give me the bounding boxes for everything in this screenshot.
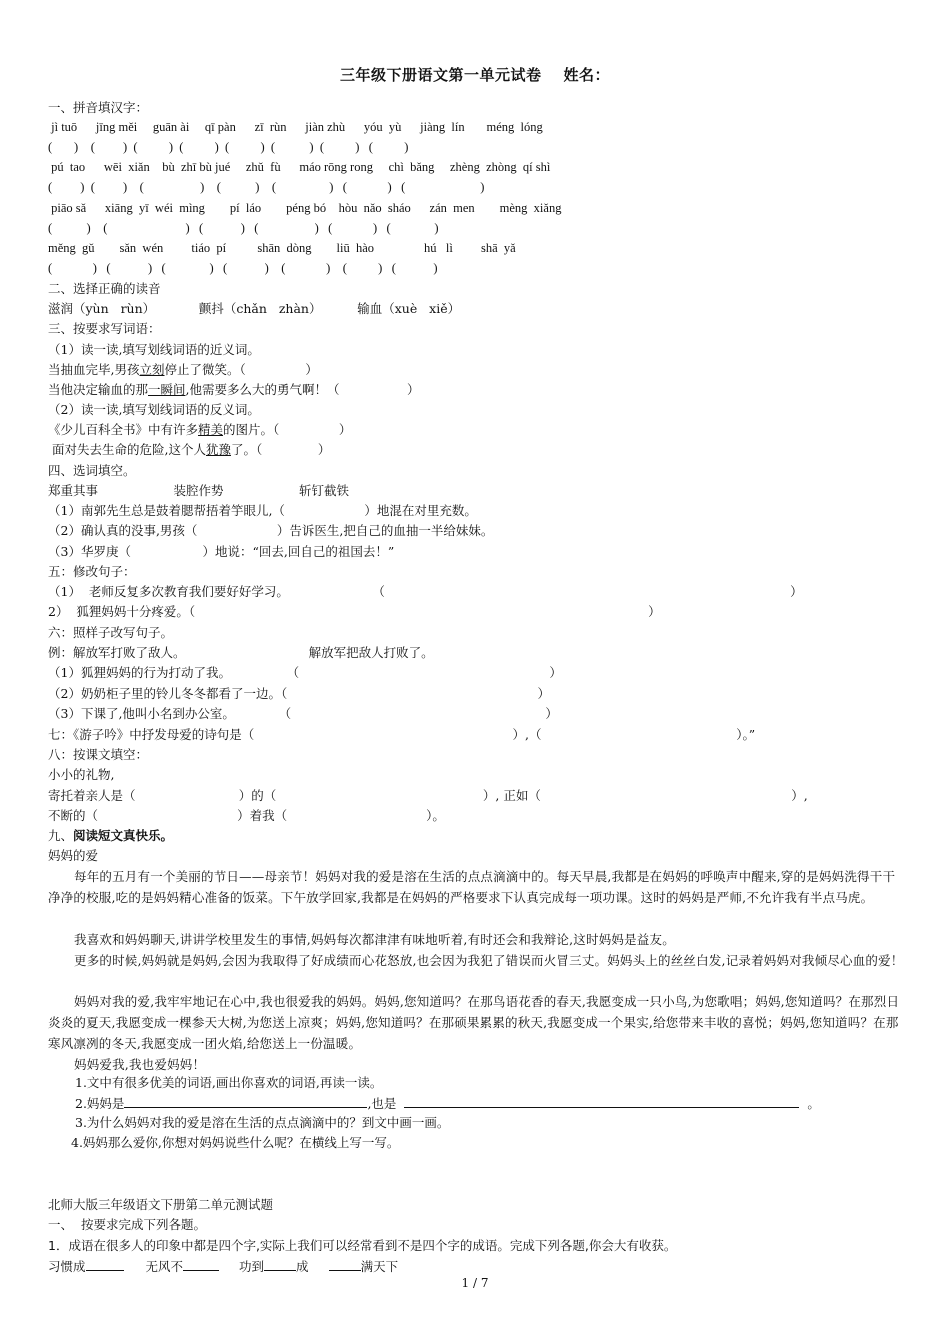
section-7-line: 七：《游子吟》中抒发母爱的诗句是（ ）,（ ）。”	[48, 727, 756, 742]
s8-line-1: 小小的礼物,	[48, 767, 115, 782]
s9-question-3: 3.为什么妈妈对我的爱是溶在生活的点点滴滴中的？到文中画一画。	[75, 1115, 450, 1130]
s3-sentence-1b: 当他决定输血的那一瞬间,他需要多么大的勇气啊！（ ）	[48, 382, 420, 397]
underlined-word: 精美	[198, 422, 224, 437]
s4-question-2: （2）确认真的没事,男孩（ ）告诉医生,把自己的血抽一半给妹妹。	[48, 523, 494, 538]
pinyin-row-3: piāo sǎ xiāng yī wéi mìng pí láo péng bó hòu nǎo sháo zán men mèng xiǎng	[48, 201, 562, 215]
reading-choices: 滋润（yùn rùn） 颤抖（chǎn zhàn） 输血（xuè xiě）	[48, 301, 461, 316]
section-6-heading: 六：照样子改写句子。	[48, 625, 174, 640]
section-1-heading: 一、拼音填汉字：	[48, 100, 149, 115]
passage-paragraph-2: 我喜欢和妈妈聊天,讲讲学校里发生的事情,妈妈每次都津津有味地听着,有时还会和我辩论,这时妈妈是益友。	[74, 932, 675, 947]
name-label: 姓名：	[563, 66, 611, 84]
pinyin-row-1: jì tuō jīng měi guān ài qī pàn zī rùn jiàn zhù yóu yù jiàng lín méng lóng	[48, 120, 543, 134]
blank-row-2: ( ) ( ) ( ) ( ) ( ) ( ) ( )	[48, 180, 485, 194]
s4-question-1: （1）南郭先生总是鼓着腮帮捂着竽眼儿,（ ）地混在对里充数。	[48, 503, 477, 518]
s9-question-4: 4.妈妈那么爱你,你想对妈妈说些什么呢？在横线上写一写。	[71, 1135, 400, 1150]
s4-question-3: （3）华罗庚（ ）地说：“回去,回自己的祖国去！”	[48, 544, 395, 559]
passage-paragraph-4: 妈妈对我的爱,我牢牢地记在心中,我也很爱我的妈妈。妈妈,您知道吗？在那鸟语花香的春天,我愿变成一只小鸟,为您歌唱；妈妈,您知道吗？在那烈日炎炎的夏天,我愿变成一棵参天大树,为您送上凉爽；妈妈,您知道吗？在那硕果累累的秋天,我愿变成一个果实,给您带来丰收的喜悦；妈妈,您知道吗？在那寒风凛冽的冬天,我愿变成一团火焰,给您送上一份温暖。	[48, 994, 900, 1051]
passage-paragraph-5: 妈妈爱我,我也爱妈妈！	[74, 1057, 206, 1072]
s9-question-1: 1.文中有很多优美的词语,画出你喜欢的词语,再读一读。	[75, 1075, 383, 1090]
underlined-word: 一瞬间	[148, 382, 186, 397]
section-5-heading: 五：修改句子：	[48, 564, 136, 579]
section-9-heading: 九、阅读短文真快乐。	[48, 828, 174, 843]
s3-sentence-1a: 当抽血完毕,男孩立刻停止了微笑。（ ）	[48, 362, 318, 377]
passage-title: 妈妈的爱	[48, 848, 99, 863]
blank-row-1: ( ) ( ) ( ) ( ) ( ) ( ) ( ) ( )	[48, 140, 409, 154]
idiom-blank[interactable]	[329, 1257, 361, 1271]
unit-2-title: 北师大版三年级语文下册第二单元测试题	[48, 1197, 274, 1212]
s5-question-2: 2） 狐狸妈妈十分疼爱。（ ）	[48, 604, 661, 619]
idiom-row: 习惯成 无风不 功到 成 满天下	[48, 1259, 399, 1274]
s6-example: 例：解放军打败了敌人。 解放军把敌人打败了。	[48, 645, 434, 660]
section-3-heading: 三、按要求写词语：	[48, 321, 161, 336]
s8-line-3: 不断的（ ）着我（ ）。	[48, 808, 445, 823]
s6-question-2: （2）奶奶柜子里的铃儿冬冬都看了一边。（ ）	[48, 686, 551, 701]
word-bank: 郑重其事 装腔作势 斩钉截铁	[48, 483, 349, 498]
blank-row-4: ( ) ( ) ( ) ( ) ( ) ( ) ( )	[48, 261, 438, 275]
unit-2-question-1: 1．成语在很多人的印象中都是四个字,实际上我们可以经常看到不是四个字的成语。完成下列各题,你会大有收获。	[48, 1238, 677, 1253]
idiom-blank[interactable]	[264, 1257, 296, 1271]
answer-line[interactable]	[404, 1094, 799, 1108]
section-2-heading: 二、选择正确的读音	[48, 281, 161, 296]
blank-row-3: ( ) ( ) ( ) ( ) ( ) ( )	[48, 221, 439, 235]
s6-question-1: （1）狐狸妈妈的行为打动了我。 （ ）	[48, 665, 562, 680]
passage-paragraph-1: 每年的五月有一个美丽的节日——母亲节！妈妈对我的爱是溶在生活的点点滴滴中的。每天早晨,我都是在妈妈的呼唤声中醒来,穿的是妈妈洗得干干净净的校服,吃的是妈妈精心准备的饭菜。下午放学回家,我都是在妈妈的严格要求下认真完成每一项功课。这时的妈妈是严师,不允许我有半点马虎。	[48, 869, 896, 905]
pinyin-row-2: pú tao wēi xiǎn bù zhī bù jué zhǔ fù máo rōng rong chì bǎng zhèng zhòng qí shì	[48, 160, 551, 174]
section-4-heading: 四、选词填空。	[48, 463, 136, 478]
s5-question-1: （1） 老师反复多次教育我们要好好学习。 （ ）	[48, 584, 803, 599]
page-number: 1 / 7	[461, 1276, 489, 1290]
s8-line-2: 寄托着亲人是（ ）的（ ）, 正如（ ）,	[48, 788, 808, 803]
s6-question-3: （3）下课了,他叫小名到办公室。 （ ）	[48, 706, 558, 721]
underlined-word: 立刻	[139, 362, 165, 377]
page-title: 三年级下册语文第一单元试卷 姓名：	[339, 66, 611, 84]
s3-sentence-2a: 《少儿百科全书》中有许多精美的图片。（ ）	[48, 422, 352, 437]
s3-sentence-2b: 面对失去生命的危险,这个人犹豫了。（ ）	[48, 442, 331, 457]
s3-question-1: （1）读一读,填写划线词语的近义词。	[48, 342, 260, 357]
answer-line[interactable]	[124, 1094, 367, 1108]
s3-question-2: （2）读一读,填写划线词语的反义词。	[48, 402, 260, 417]
passage-paragraph-3: 更多的时候,妈妈就是妈妈,会因为我取得了好成绩而心花怒放,也会因为我犯了错误而火冒三丈。妈妈头上的丝丝白发,记录着妈妈对我倾尽心血的爱！	[74, 953, 904, 968]
underlined-word: 犹豫	[205, 442, 231, 457]
unit-2-heading: 一、 按要求完成下列各题。	[48, 1217, 206, 1232]
idiom-blank[interactable]	[183, 1257, 219, 1271]
s9-question-2: 2.妈妈是 ,也是 。	[75, 1096, 820, 1111]
pinyin-row-4: měng gǔ sǎn wén tiáo pí shān dòng liū hào hú lì shā yǎ	[48, 241, 516, 255]
idiom-blank[interactable]	[86, 1257, 124, 1271]
section-8-heading: 八：按课文填空：	[48, 747, 149, 762]
